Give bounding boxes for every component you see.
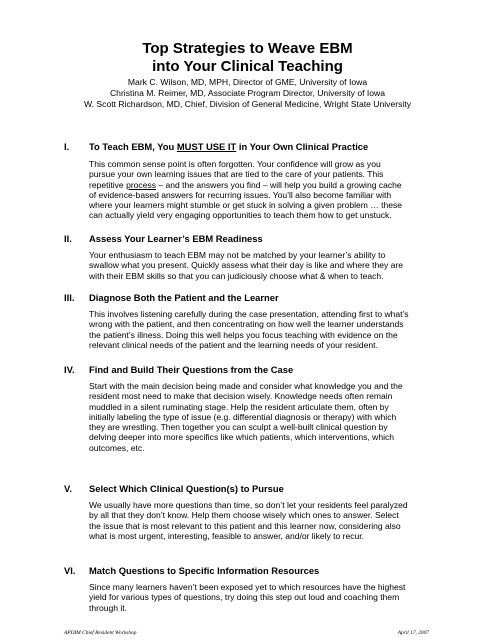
body-line: delving deeper into more specifics like which patients, which interventions, which: [89, 432, 394, 443]
body-line: Start with the main decision being made and consider what knowledge you and the: [89, 381, 403, 391]
body-line: by all that they don’t know. Help them choose wisely which ones to answer. Select: [89, 510, 399, 521]
body-line: through it.: [89, 602, 128, 613]
author-line: Mark C. Wilson, MD, MPH, Director of GME, University of Iowa: [127, 77, 368, 87]
body-line: the issue that is most relevant to this patient and this learner now, considering also: [89, 520, 401, 531]
section-title: Find and Build Their Questions from the Case: [89, 364, 294, 375]
footer-right: April 17, 2007: [397, 630, 429, 636]
body-line: initially labeling the type of issue (e.g. differential diagnosis or therapy) with which: [89, 411, 397, 422]
body-line: outcomes, etc.: [89, 442, 145, 453]
body-line: resident most need to make that decision wisely. Knowledge needs often remain: [89, 391, 393, 402]
body-line: Since many learners haven’t been exposed yet to which resources have the highest: [89, 582, 406, 592]
body-line: of evidence-based answers for recurring issues. You’ll also become familiar with: [89, 189, 392, 200]
section-number: V.: [64, 483, 72, 494]
body-line: wrong with the patient, and then concentrating on how well the learner understands: [89, 319, 404, 330]
author-list: [0, 77, 495, 110]
section-title: Assess Your Learner’s EBM Readiness: [89, 233, 263, 244]
body-line: muddled in a silent ruminating stage. Help the resident articulate them, often by: [89, 401, 389, 412]
section-title: Match Questions to Specific Information Resources: [89, 565, 320, 576]
body-line: This common sense point is often forgotten. Your confidence will grow as you: [89, 159, 381, 169]
body-line: repetitive process – and the answers you find – will help you build a growing cache: [89, 179, 402, 190]
author-line: Christina M. Reimer, MD, Associate Program Director, University of Iowa: [109, 88, 386, 98]
body-line: they are wrestling. Then together you can sculpt a well-built clinical question by: [89, 422, 388, 433]
body-line: We usually have more questions than time, so don’t let your residents feel paralyzed: [89, 500, 408, 510]
section-body: [89, 250, 441, 281]
section-body: [89, 500, 441, 541]
body-line: where your learners might stumble or get stuck in solving a given problem … these: [89, 200, 403, 211]
document-title-line-2: into Your Clinical Teaching: [152, 58, 343, 75]
section-number: III.: [64, 292, 75, 303]
body-line: yield for various types of questions, try doing this step out loud and coaching them: [89, 592, 400, 603]
section-number: I.: [64, 141, 70, 152]
section-body: [89, 582, 441, 613]
section-number: IV.: [64, 364, 75, 375]
body-line: can actually yield very engaging opportunities to teach them how to get unstuck.: [89, 210, 392, 221]
section-body: [89, 381, 441, 453]
author-line: W. Scott Richardson, MD, Chief, Division of General Medicine, Wright State University: [84, 99, 411, 109]
section-title: Diagnose Both the Patient and the Learner: [89, 292, 279, 303]
body-line: relevant clinical needs of the patient and the learning needs of your resident.: [89, 339, 378, 350]
body-line: with their EBM skills so that you can judiciously choose what & when to teach.: [89, 270, 384, 281]
body-line: Your enthusiasm to teach EBM may not be matched by your learner’s ability to: [89, 250, 386, 260]
section-number: VI.: [64, 565, 76, 576]
section-title: To Teach EBM, You MUST USE IT in Your Own Clinical Practice: [89, 141, 369, 152]
section-body: [89, 309, 441, 350]
body-line: the patient’s illness. Doing this well helps you focus teaching with evidence on the: [89, 329, 398, 340]
section-title: Select Which Clinical Question(s) to Pursue: [89, 483, 284, 494]
footer-left: APDIM Chief Resident Workshop: [64, 630, 137, 636]
body-line: what is most urgent, interesting, feasible to answer, and/or likely to recur.: [89, 530, 365, 541]
body-line: This involves listening carefully during the case presentation, attending first to what’s: [89, 309, 409, 319]
body-line: pursue your own learning issues that are tied to the care of your patients. This: [89, 169, 384, 180]
body-line: swallow what you present. Quickly assess what their day is like and where they are: [89, 260, 404, 271]
section-number: II.: [64, 233, 72, 244]
document-title-line-1: Top Strategies to Weave EBM: [142, 40, 353, 57]
section-body: [89, 159, 441, 221]
